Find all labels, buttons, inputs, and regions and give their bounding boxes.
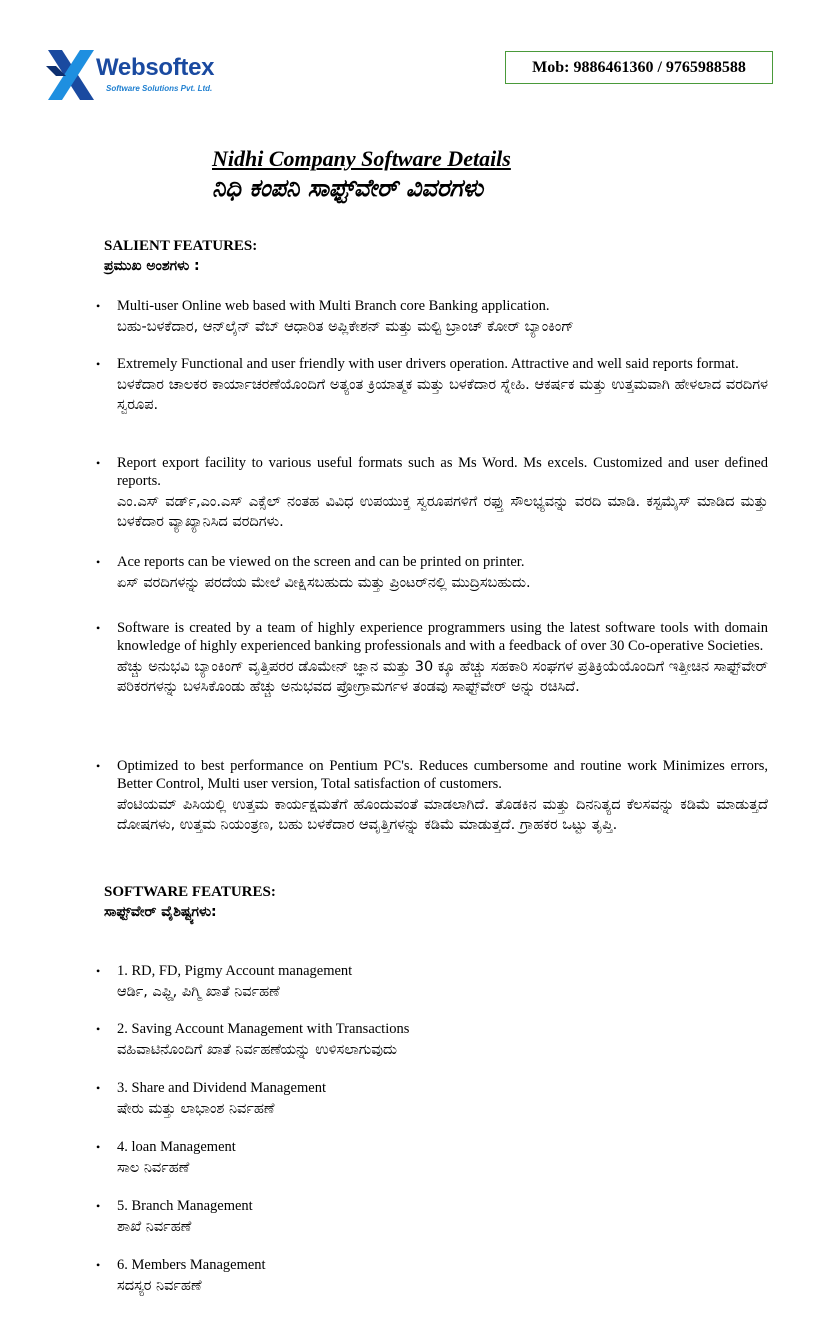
- software-feature-item: [96, 1256, 596, 1296]
- bullet-icon: •: [96, 759, 101, 773]
- software-item-kannada: ವಹಿವಾಟಿನೊಂದಿಗೆ ಖಾತೆ ನಿರ್ವಹಣೆಯನ್ನು ಉಳಿಸಲಾಗುವುದು: [117, 1042, 398, 1058]
- software-feature-item: [96, 1020, 596, 1060]
- salient-item-english: Software is created by a team of highly experience programmers using the latest software tools with domain knowledge of highly experienced banking professionals and with a feedback of over 30 Co-operative Societies.: [117, 620, 768, 654]
- salient-item: [96, 553, 768, 593]
- bullet-icon: •: [96, 555, 101, 569]
- software-item-english: 5. Branch Management: [117, 1198, 253, 1214]
- bullet-icon: •: [96, 1140, 101, 1154]
- bullet-icon: •: [96, 299, 101, 313]
- software-feature-item: [96, 1079, 596, 1119]
- software-feature-item: [96, 1197, 596, 1237]
- software-features-heading: [104, 884, 276, 920]
- bullet-icon: •: [96, 1258, 101, 1272]
- salient-features-heading: [104, 238, 257, 274]
- software-feature-item: [96, 1138, 596, 1178]
- software-item-kannada: ಶಾಖೆ ನಿರ್ವಹಣೆ: [117, 1219, 192, 1235]
- bullet-icon: •: [96, 964, 101, 978]
- salient-item-kannada: ಬಹು-ಬಳಕೆದಾರ, ಆನ್‌ಲೈನ್ ವೆಬ್ ಆಧಾರಿತ ಅಪ್ಲಿಕೇಶನ್ ಮತ್ತು ಮಲ್ಟಿ ಬ್ರಾಂಚ್ ಕೋರ್ ಬ್ಯಾಂಕಿಂಗ್: [117, 319, 574, 335]
- software-heading-kannada: ಸಾಫ್ಟ್‌ವೇರ್ ವೈಶಿಷ್ಟ್ಯಗಳು:: [104, 904, 217, 920]
- page-title: Nidhi Company Software Details: [212, 146, 511, 171]
- salient-item-kannada: ಏಸ್ ವರದಿಗಳನ್ನು ಪರದೆಯ ಮೇಲೆ ವೀಕ್ಷಿಸಬಹುದು ಮತ್ತು ಪ್ರಿಂಟರ್‌ನಲ್ಲಿ ಮುದ್ರಿಸಬಹುದು.: [117, 575, 531, 591]
- salient-item-kannada: ಹೆಚ್ಚು ಅನುಭವಿ ಬ್ಯಾಂಕಿಂಗ್ ವೃತ್ತಿಪರರ ಡೊಮೇನ್ ಜ್ಞಾನ ಮತ್ತು 30 ಕ್ಕೂ ಹೆಚ್ಚು ಸಹಕಾರಿ ಸಂಘಗಳ ಪ್ರತಿಕ್ರಿಯೆಯೊಂದಿಗೆ ಇತ್ತೀಚಿನ ಸಾಫ್ಟ್‌ವೇರ್ ಪರಿಕರಗಳನ್ನು ಬಳಸಿಕೊಂಡು ಹೆಚ್ಚು ಅನುಭವದ ಪ್ರೋಗ್ರಾಮರ್ಗಳ ತಂಡವು ಸಾಫ್ಟ್‌ವೇರ್ ಅನ್ನು ರಚಿಸಿದೆ.: [117, 659, 768, 695]
- salient-item: [96, 619, 768, 697]
- salient-item: [96, 297, 768, 337]
- bullet-icon: •: [96, 621, 101, 635]
- salient-item-english: Ace reports can be viewed on the screen and can be printed on printer.: [117, 554, 525, 570]
- software-item-kannada: ಸದಸ್ಯರ ನಿರ್ವಹಣೆ: [117, 1278, 202, 1294]
- websoftex-logo-icon: [46, 48, 96, 102]
- salient-item-english: Extremely Functional and user friendly with user drivers operation. Attractive and well said reports format.: [117, 356, 739, 372]
- salient-item: [96, 757, 768, 835]
- software-item-english: 3. Share and Dividend Management: [117, 1080, 326, 1096]
- company-logo: [46, 48, 236, 104]
- bullet-icon: •: [96, 1199, 101, 1213]
- software-item-kannada: ಸಾಲ ನಿರ್ವಹಣೆ: [117, 1160, 190, 1176]
- software-item-kannada: ಷೇರು ಮತ್ತು ಲಾಭಾಂಶ ನಿರ್ವಹಣೆ: [117, 1101, 275, 1117]
- salient-item: [96, 355, 768, 415]
- software-item-kannada: ಆರ್ಡಿ, ಎಫ್ಡಿ, ಪಿಗ್ಮಿ ಖಾತೆ ನಿರ್ವಹಣೆ: [117, 984, 280, 1000]
- software-item-english: 4. loan Management: [117, 1139, 236, 1155]
- software-heading-text: SOFTWARE FEATURES:: [104, 884, 276, 900]
- bullet-icon: •: [96, 1081, 101, 1095]
- bullet-icon: •: [96, 357, 101, 371]
- bullet-icon: •: [96, 1022, 101, 1036]
- salient-item-kannada: ಪೆಂಟಿಯಮ್ ಪಿಸಿಯಲ್ಲಿ ಉತ್ತಮ ಕಾರ್ಯಕ್ಷಮತೆಗೆ ಹೊಂದುವಂತೆ ಮಾಡಲಾಗಿದೆ. ತೊಡಕಿನ ಮತ್ತು ದಿನನಿತ್ಯದ ಕೆಲಸವನ್ನು ಕಡಿಮೆ ಮಾಡುತ್ತದೆ ದೋಷಗಳು, ಉತ್ತಮ ನಿಯಂತ್ರಣ, ಬಹು ಬಳಕೆದಾರ ಆವೃತ್ತಿಗಳನ್ನು ಕಡಿಮೆ ಮಾಡುತ್ತದೆ. ಗ್ರಾಹಕರ ಒಟ್ಟು ತೃಪ್ತಿ.: [117, 797, 768, 833]
- salient-heading-text: SALIENT FEATURES:: [104, 238, 258, 254]
- salient-heading-kannada: ಪ್ರಮುಖ ಅಂಶಗಳು :: [104, 258, 200, 274]
- salient-item-kannada: ಬಳಕೆದಾರ ಚಾಲಕರ ಕಾರ್ಯಾಚರಣೆಯೊಂದಿಗೆ ಅತ್ಯಂತ ಕ್ರಿಯಾತ್ಮಕ ಮತ್ತು ಬಳಕೆದಾರ ಸ್ನೇಹಿ. ಆಕರ್ಷಕ ಮತ್ತು ಉತ್ತಮವಾಗಿ ಹೇಳಲಾದ ವರದಿಗಳ ಸ್ವರೂಪ.: [117, 377, 768, 413]
- salient-item: [96, 454, 768, 532]
- salient-item-english: Report export facility to various useful formats such as Ms Word. Ms excels. Customized and user defined reports.: [117, 455, 768, 489]
- mobile-number-box: Mob: 9886461360 / 9765988588: [505, 51, 773, 84]
- bullet-icon: •: [96, 456, 101, 470]
- software-item-english: 2. Saving Account Management with Transactions: [117, 1021, 410, 1037]
- salient-item-kannada: ಎಂ.ಎಸ್ ವರ್ಡ್,ಎಂ.ಎಸ್ ಎಕ್ಸೆಲ್ ನಂತಹ ವಿವಿಧ ಉಪಯುಕ್ತ ಸ್ವರೂಪಗಳಿಗೆ ರಫ್ತು ಸೌಲಭ್ಯವನ್ನು ವರದಿ ಮಾಡಿ. ಕಸ್ಟಮೈಸ್ ಮಾಡಿದ ಮತ್ತು ಬಳಕೆದಾರ ವ್ಯಾಖ್ಯಾನಿಸಿದ ವರದಿಗಳು.: [117, 494, 768, 530]
- software-item-english: 1. RD, FD, Pigmy Account management: [117, 963, 353, 979]
- software-item-english: 6. Members Management: [117, 1257, 266, 1273]
- software-feature-item: [96, 962, 596, 1002]
- logo-tagline: Software Solutions Pvt. Ltd.: [106, 84, 213, 93]
- page-title-kannada: ನಿಧಿ ಕಂಪನಿ ಸಾಫ್ಟ್‌ವೇರ್ ವಿವರಗಳು: [212, 174, 484, 202]
- logo-name: Websoftex: [96, 54, 215, 81]
- salient-item-english: Optimized to best performance on Pentium PC's. Reduces cumbersome and routine work Minimizes errors, Better Control, Multi user version, Total satisfaction of customers.: [117, 758, 768, 792]
- salient-item-english: Multi-user Online web based with Multi Branch core Banking application.: [117, 298, 550, 314]
